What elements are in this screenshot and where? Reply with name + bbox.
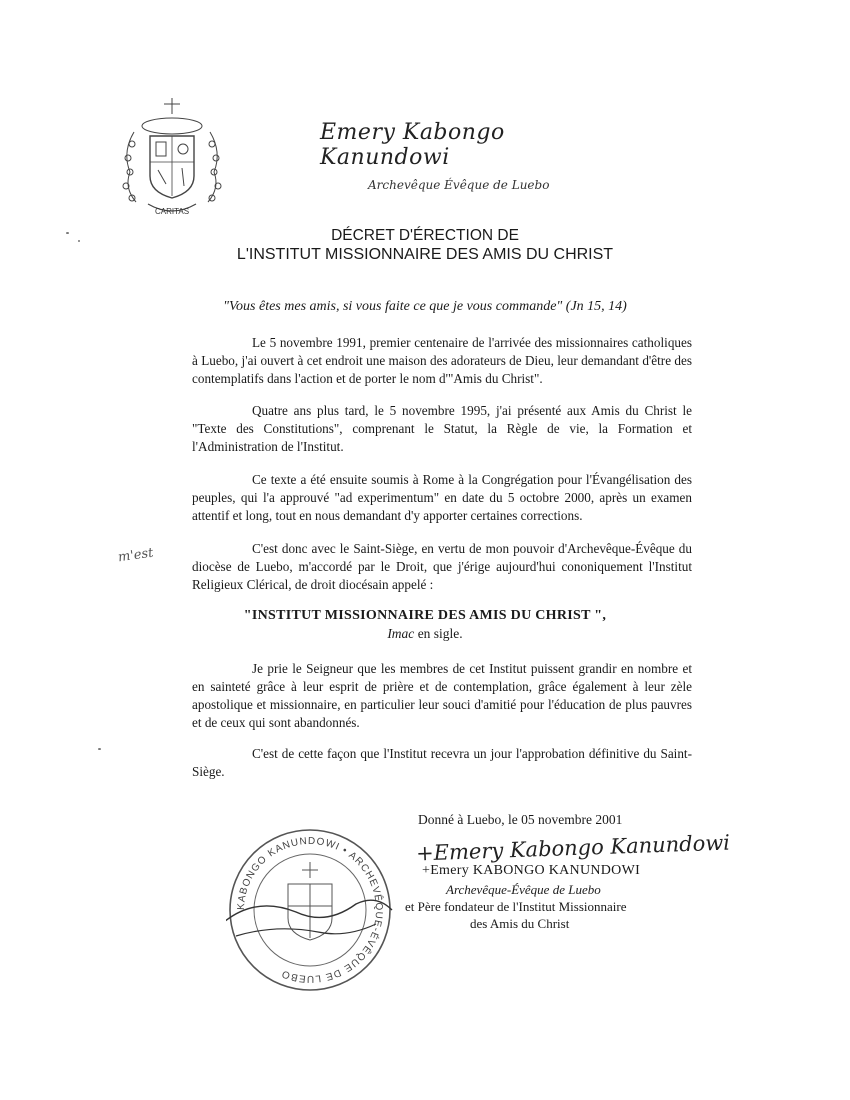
signer-role-line2: des Amis du Christ — [470, 916, 570, 931]
episcopal-seal-icon — [226, 826, 394, 994]
paragraph-1: Le 5 novembre 1991, premier centenaire de l'arrivée des missionnaires catholiques à Luebo, j'ai ouvert à cet endroit une maison des adorateurs de Dieu, leur demandant d'être des contemplatifs dans l'action et de porter le nom d'"Amis du Christ". — [192, 335, 692, 386]
paragraph-5: Je prie le Seigneur que les membres de cet Institut puissent grandir en nombre et en sainteté grâce à leur esprit de prière et de contemplation, grâce également à leur zèle apostolique et missionnaire, en particulier leur souci d'amitié pour l'éducation de plus pauvres et de ceux qui sont abandonnés. — [192, 661, 692, 730]
institute-sigle-rest: en sigle. — [414, 626, 463, 641]
place-and-date: Donné à Luebo, le 05 novembre 2001 — [418, 812, 623, 827]
coat-of-arms-motto: CARITAS — [154, 207, 190, 216]
institute-sigle — [0, 626, 850, 642]
paragraph-4: C'est donc avec le Saint-Siège, en vertu de mon pouvoir d'Archevêque-Évêque du diocèse de Luebo, m'accordé par le Droit, que j'érige aujourd'hui cononiquement l'Institut Religieux Clérical, de droit diocésain appelé : — [192, 541, 692, 592]
seal-text: KABONGO KANUNDOWI • ARCHEVÊQUE-ÉVÊQUE DE LUEBO — [235, 835, 385, 985]
margin-annotation: m'est — [117, 545, 155, 566]
scan-speck — [98, 748, 101, 750]
scripture-quote: "Vous êtes mes amis, si vous faite ce que je vous commande" (Jn 15, 14) — [223, 299, 627, 314]
author-title: Archevêque Évêque de Luebo — [368, 178, 550, 192]
decree-title-line2: L'INSTITUT MISSIONNAIRE DES AMIS DU CHRIST — [236, 246, 614, 263]
scan-speck — [66, 232, 69, 234]
svg-text:KABONGO KANUNDOWI • ARCHEVÊQUE — [236, 836, 386, 984]
handwritten-signature: +Emery Kabongo Kanundowi — [415, 830, 731, 866]
paragraph-3: Ce texte a été ensuite soumis à Rome à la Congrégation pour l'Évangélisation des peuples, qui l'a approuvé "ad experimentum" en date du 5 octobre 2000, après un examen attentif et long, tout en nous demandant d'y apporter certaines corrections. — [192, 472, 692, 523]
paragraph-6: C'est de cette façon que l'Institut recevra un jour l'approbation définitive du Saint-Siège. — [192, 746, 692, 779]
decree-title-line1: DÉCRET D'ÉRECTION DE — [331, 227, 519, 244]
signer-title: Archevêque-Évêque de Luebo — [446, 882, 601, 897]
author-name: Emery Kabongo Kanundowi — [320, 120, 505, 170]
scan-speck — [78, 240, 80, 242]
institute-sigle-abbrev: Imac — [387, 626, 415, 641]
letterhead-author — [320, 120, 620, 192]
signer-role-line1: et Père fondateur de l'Institut Missionnaire — [405, 899, 627, 914]
signer-name: +Emery KABONGO KANUNDOWI — [422, 863, 641, 878]
paragraph-2: Quatre ans plus tard, le 5 novembre 1995, j'ai présenté aux Amis du Christ le "Texte des Constitutions", comprenant le Statut, la Règle de vie, la Formation et l'Administration de l'Institut. — [192, 403, 692, 454]
institute-name: "INSTITUT MISSIONNAIRE DES AMIS DU CHRIST ", — [243, 608, 607, 623]
coat-of-arms-icon — [112, 92, 232, 222]
